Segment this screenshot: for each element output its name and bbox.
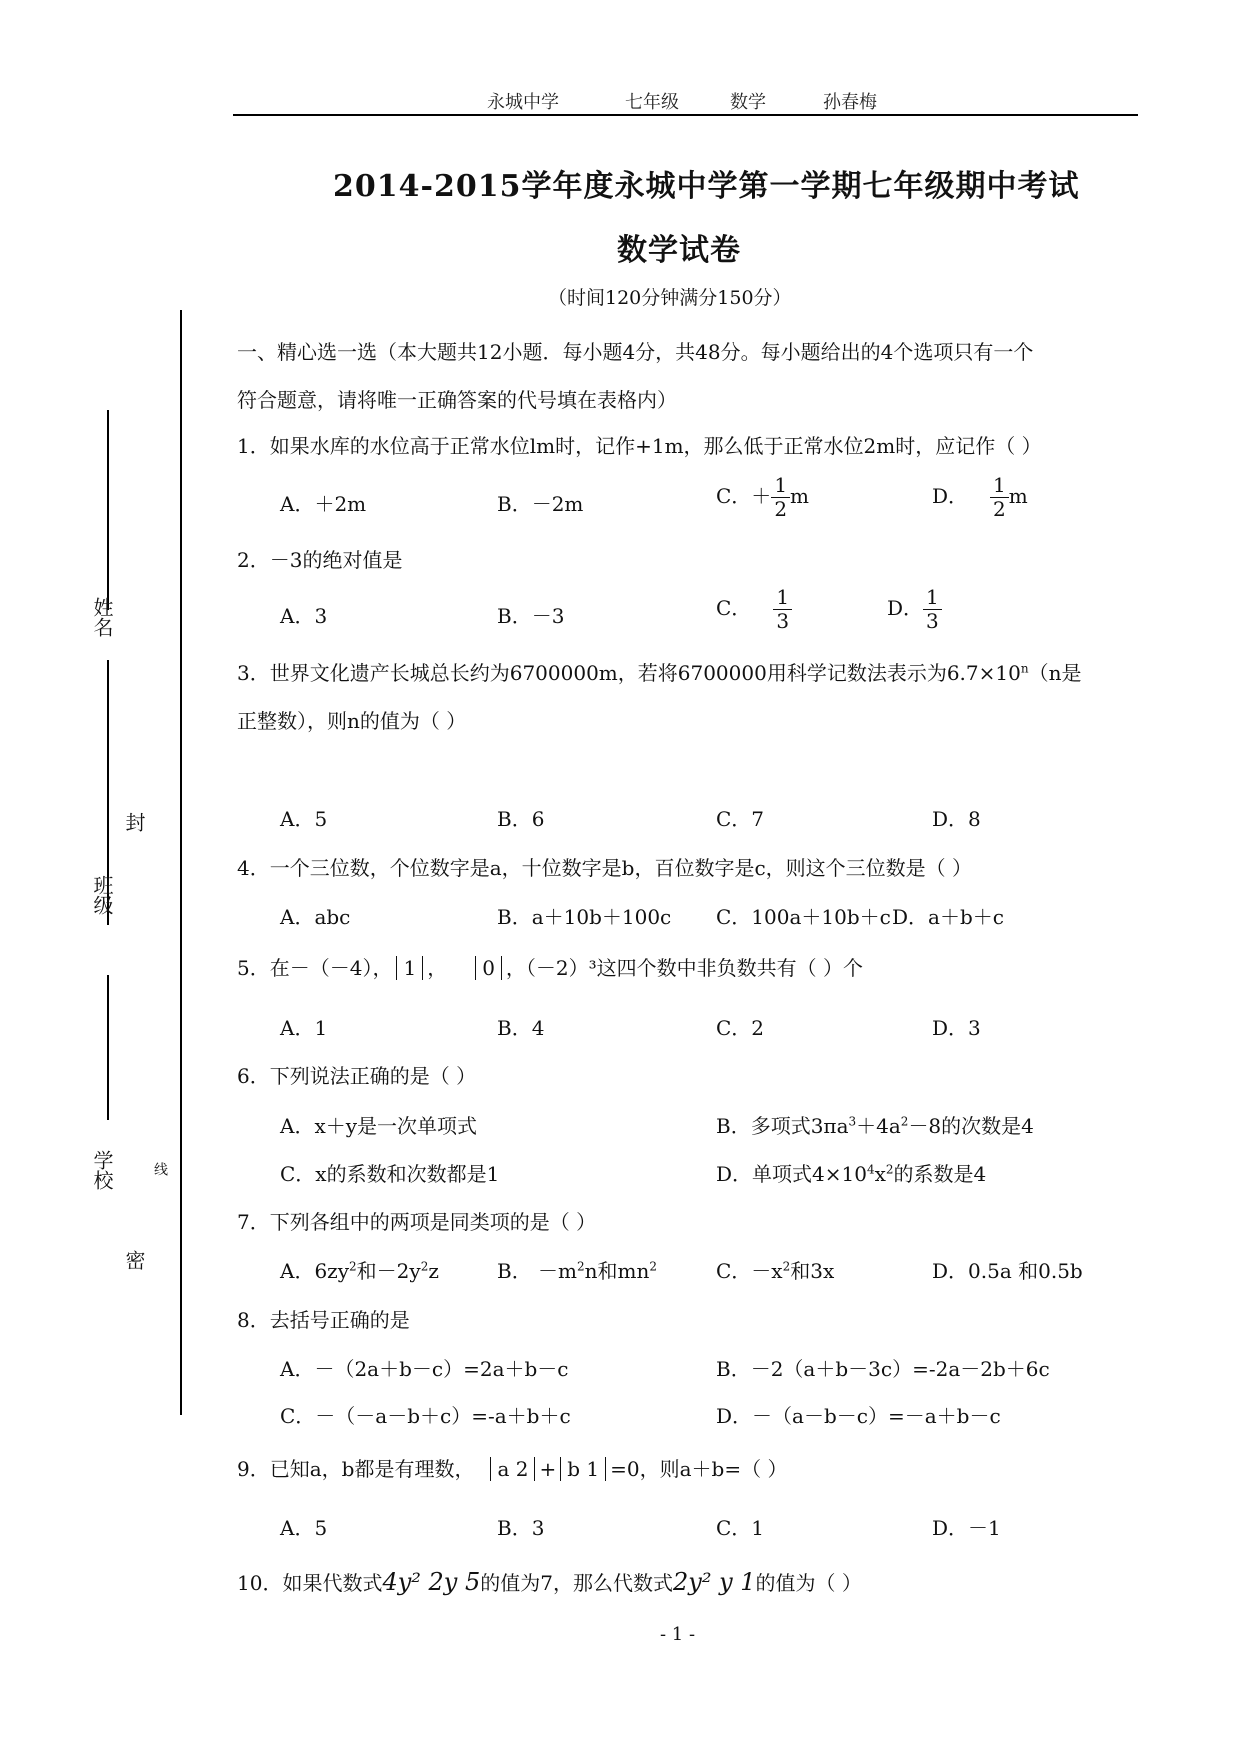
q3-option-c: C．7	[716, 807, 765, 831]
header-school: 永城中学	[487, 92, 559, 113]
q5-abs-2: 0	[475, 956, 502, 980]
name-underline	[107, 410, 109, 610]
q9-abs-2: b 1	[560, 1457, 606, 1481]
name-label: 姓名	[90, 597, 114, 637]
header-rule	[233, 114, 1138, 116]
exam-subtitle: 数学试卷	[617, 233, 741, 268]
q9-option-c: C．1	[716, 1516, 765, 1540]
q1-option-a: A．＋2m	[280, 492, 367, 516]
q7-option-d: D．0.5a 和0.5b	[932, 1259, 1083, 1283]
seal-char-mi: 密	[122, 1250, 146, 1270]
q4-option-d: D．a＋b＋c	[892, 905, 1004, 929]
q2-option-c: C． $\frac{1}{3}$	[716, 586, 792, 633]
q7-option-b: B． $-m^2n$和$mn^2$	[497, 1259, 658, 1283]
q8-stem: 8．去括号正确的是	[237, 1308, 410, 1332]
q3-stem-line1: 3．世界文化遗产长城总长约为6700000m，若将6700000用科学记数法表示为$6.7\times 10^n(n$是	[237, 661, 1082, 685]
q2-d-fraction: $\frac{1}{3}$	[923, 586, 942, 633]
section1-intro-line1: 一、精心选一选（本大题共12小题．每小题4分，共48分。每小题给出的4个选项只有一个	[237, 340, 1034, 364]
q5-option-a: A．1	[280, 1016, 328, 1040]
q7-option-a: A．$6zy^2$和$-2y^2z$	[280, 1259, 439, 1283]
q3-option-a: A．5	[280, 807, 328, 831]
q6-option-c: C．x的系数和次数都是1	[280, 1162, 500, 1186]
q2-option-d: D． $\frac{1}{3}$	[887, 586, 942, 633]
q10-expression-1: 4y² 2y 5	[382, 1568, 481, 1596]
exam-duration-note: （时间120分钟满分150分）	[548, 287, 792, 309]
q10-stem: 10．如果代数式4y² 2y 5的值为7，那么代数式2y² y 1的值为（ ）	[237, 1568, 862, 1596]
header-teacher: 孙春梅	[823, 92, 877, 113]
q9-option-d: D．－1	[932, 1516, 1001, 1540]
q5-option-b: B．4	[497, 1016, 545, 1040]
exam-title: 2014-2015学年度永城中学第一学期七年级期中考试	[333, 169, 1080, 204]
q5-abs-1: 1	[396, 956, 423, 980]
q1-option-b: B．－2m	[497, 492, 584, 516]
page-number: - 1 -	[660, 1624, 696, 1645]
class-label: 班级	[90, 875, 114, 915]
q6-option-b: B．多项式$3\pi a^3+4a^2-8$的次数是4	[716, 1114, 1034, 1138]
section1-intro-line2: 符合题意，请将唯一正确答案的代号填在表格内）	[237, 388, 677, 412]
q6-stem: 6．下列说法正确的是（ ）	[237, 1064, 477, 1088]
q8-option-b: B．－2（a＋b－3c）=-2a－2b＋6c	[716, 1357, 1050, 1381]
q2-option-b: B．－3	[497, 604, 565, 628]
q4-option-b: B．a＋10b＋100c	[497, 905, 672, 929]
q9-option-a: A．5	[280, 1516, 328, 1540]
q2-option-a: A．3	[280, 604, 328, 628]
q4-option-a: A．abc	[280, 905, 351, 929]
header-grade: 七年级	[625, 92, 679, 113]
q5-stem: 5．在－（－4）， 1 ， 0 ，（－2）³这四个数中非负数共有（ ）个	[237, 956, 864, 980]
q6-option-d: D．单项式$4\times 10^4x^2$的系数是4	[716, 1162, 987, 1186]
binding-line	[180, 310, 182, 1415]
q9-stem: 9．已知a，b都是有理数， a 2 + b 1 =0，则a＋b=（ ）	[237, 1457, 788, 1481]
q8-option-c: C．－（－a－b＋c）=-a＋b＋c	[280, 1404, 571, 1428]
q2-stem: 2．－3的绝对值是	[237, 548, 403, 572]
q2-c-fraction: $\frac{1}{3}$	[773, 586, 792, 633]
q8-option-a: A．－（2a＋b－c）=2a＋b－c	[280, 1357, 569, 1381]
q1-d-fraction: $\frac{1}{2}$	[990, 474, 1009, 521]
header-subject: 数学	[730, 92, 766, 113]
q10-expression-2: 2y² y 1	[673, 1568, 756, 1596]
q8-option-d: D．－（a－b－c）=－a＋b－c	[716, 1404, 1001, 1428]
seal-char-feng: 封	[122, 812, 146, 832]
q1-option-d: D． $\frac{1}{2}$ m	[932, 473, 1028, 521]
school-underline	[107, 975, 109, 1120]
q5-option-c: C．2	[716, 1016, 765, 1040]
q9-option-b: B．3	[497, 1516, 545, 1540]
q4-stem: 4．一个三位数，个位数字是a，十位数字是b，百位数字是c，则这个三位数是（ ）	[237, 856, 973, 880]
q6-option-a: A．x＋y是一次单项式	[280, 1114, 478, 1138]
q5-option-d: D．3	[932, 1016, 981, 1040]
q3-option-d: D．8	[932, 807, 981, 831]
q3-option-b: B．6	[497, 807, 545, 831]
q1-option-c: C．＋ $\frac{1}{2}$ m	[716, 473, 810, 521]
q4-option-c: C．100a＋10b＋c	[716, 905, 891, 929]
q9-abs-1: a 2	[490, 1457, 535, 1481]
q1-stem: 1．如果水库的水位高于正常水位lm时，记作+1m，那么低于正常水位2m时，应记作（ ）	[237, 434, 1042, 458]
q7-option-c: C．$-x^2$和3x	[716, 1259, 835, 1283]
school-label: 学校	[90, 1150, 114, 1190]
q1-c-fraction: $\frac{1}{2}$	[771, 474, 790, 521]
seal-char-xian: 线	[152, 1162, 168, 1176]
q7-stem: 7．下列各组中的两项是同类项的是（ ）	[237, 1210, 597, 1234]
q3-stem-line2: 正整数），则n的值为（ ）	[237, 709, 467, 733]
